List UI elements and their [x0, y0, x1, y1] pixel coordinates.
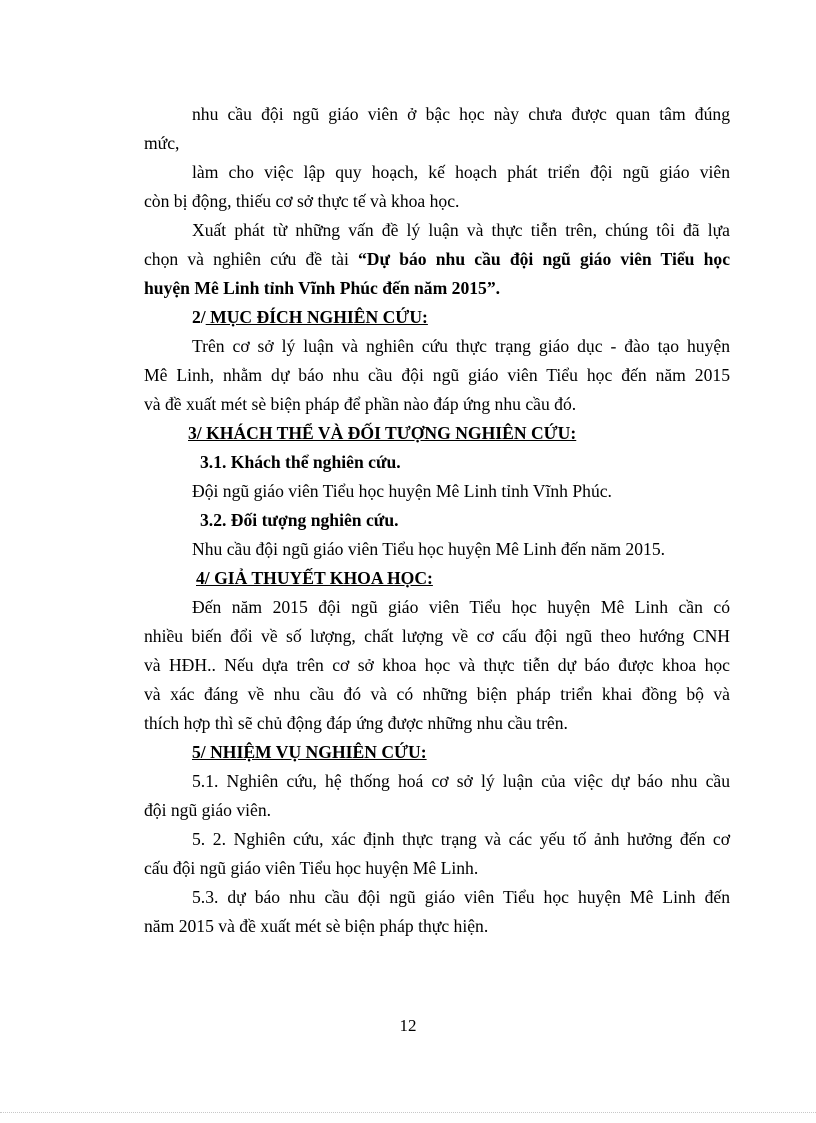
topic-title-end: .	[495, 278, 501, 298]
section-2-number: 2/	[192, 307, 206, 327]
topic-title-part-1: “Dự báo nhu cầu đội ngũ giáo viên Tiểu học	[358, 249, 730, 269]
section-3-2-text: Nhu cầu đội ngũ giáo viên Tiểu học huyện Mê Linh đến năm 2015.	[192, 539, 666, 559]
section-3-heading: 3/ KHÁCH THỂ VÀ ĐỐI TƯỢNG NGHIÊN CỨU:	[188, 423, 577, 443]
page-number: 12	[399, 1016, 417, 1035]
section-2-line-1: Trên cơ sở lý luận và nghiên cứu thực trạng giáo dục - đào tạo huyện	[192, 336, 730, 356]
section-5-item-1-line-1: 5.1. Nghiên cứu, hệ thống hoá cơ sở lý luận của việc dự báo nhu cầu	[192, 771, 730, 791]
intro-line-7	[144, 274, 730, 303]
section-3-1-text: Đội ngũ giáo viên Tiểu học huyện Mê Linh tỉnh Vĩnh Phúc.	[192, 481, 612, 501]
intro-line-5: Xuất phát từ những vấn đề lý luận và thực tiễn trên, chúng tôi đã lựa	[192, 220, 730, 240]
section-5-item-1-line-2: đội ngũ giáo viên.	[144, 800, 272, 820]
section-5-item-3-line-1: 5.3. dự báo nhu cầu đội ngũ giáo viên Tiểu học huyện Mê Linh đến	[192, 887, 730, 907]
intro-line-3: làm cho việc lập quy hoạch, kế hoạch phát triển đội ngũ giáo viên	[192, 162, 730, 182]
topic-title-part-2: huyện Mê Linh tỉnh Vĩnh Phúc đến năm 2015”	[144, 278, 496, 298]
section-4-line-5: thích hợp thì sẽ chủ động đáp ứng được những nhu cầu trên.	[144, 713, 568, 733]
section-5-item-2-line-1: 5. 2. Nghiên cứu, xác định thực trạng và các yếu tố ảnh hưởng đến cơ	[192, 829, 730, 849]
section-5-item-3-line-2: năm 2015 và đề xuất mét sè biện pháp thực hiện.	[144, 916, 489, 936]
section-2-line-2: Mê Linh, nhằm dự báo nhu cầu đội ngũ giáo viên Tiểu học đến năm 2015	[144, 365, 730, 385]
section-4-line-3: và HĐH.. Nếu dựa trên cơ sở khoa học và thực tiễn dự báo được khoa học	[144, 655, 730, 675]
section-5-item-2-line-2: cấu đội ngũ giáo viên Tiểu học huyện Mê Linh.	[144, 858, 479, 878]
section-4-line-2: nhiều biến đổi về số lượng, chất lượng về cơ cấu đội ngũ theo hướng CNH	[144, 626, 730, 646]
intro-line-2: mức,	[144, 133, 180, 153]
page-bottom-divider	[0, 1112, 816, 1113]
section-4-line-4: và xác đáng về nhu cầu đó và có những biện pháp triển khai đồng bộ và	[144, 684, 730, 704]
document-body	[144, 100, 730, 941]
section-2-line-3: và đề xuất mét sè biện pháp để phần nào đáp ứng nhu cầu đó.	[144, 394, 577, 414]
intro-line-4: còn bị động, thiếu cơ sở thực tế và khoa học.	[144, 191, 460, 211]
section-4-line-1: Đến năm 2015 đội ngũ giáo viên Tiểu học huyện Mê Linh cần có	[192, 597, 730, 617]
intro-line-6	[144, 245, 730, 274]
intro-line-1: nhu cầu đội ngũ giáo viên ở bậc học này chưa được quan tâm đúng	[192, 104, 730, 124]
section-2-heading	[144, 303, 730, 332]
section-5-heading: 5/ NHIỆM VỤ NGHIÊN CỨU:	[192, 742, 427, 762]
intro-line-6-text: chọn và nghiên cứu đề tài	[144, 249, 358, 269]
section-3-2-title: 3.2. Đối tượng nghiên cứu.	[200, 510, 399, 530]
section-3-1-title: 3.1. Khách thể nghiên cứu.	[200, 452, 401, 472]
section-2-title: MỤC ĐÍCH NGHIÊN CỨU:	[205, 307, 428, 327]
section-4-heading: 4/ GIẢ THUYẾT KHOA HỌC:	[196, 568, 433, 588]
